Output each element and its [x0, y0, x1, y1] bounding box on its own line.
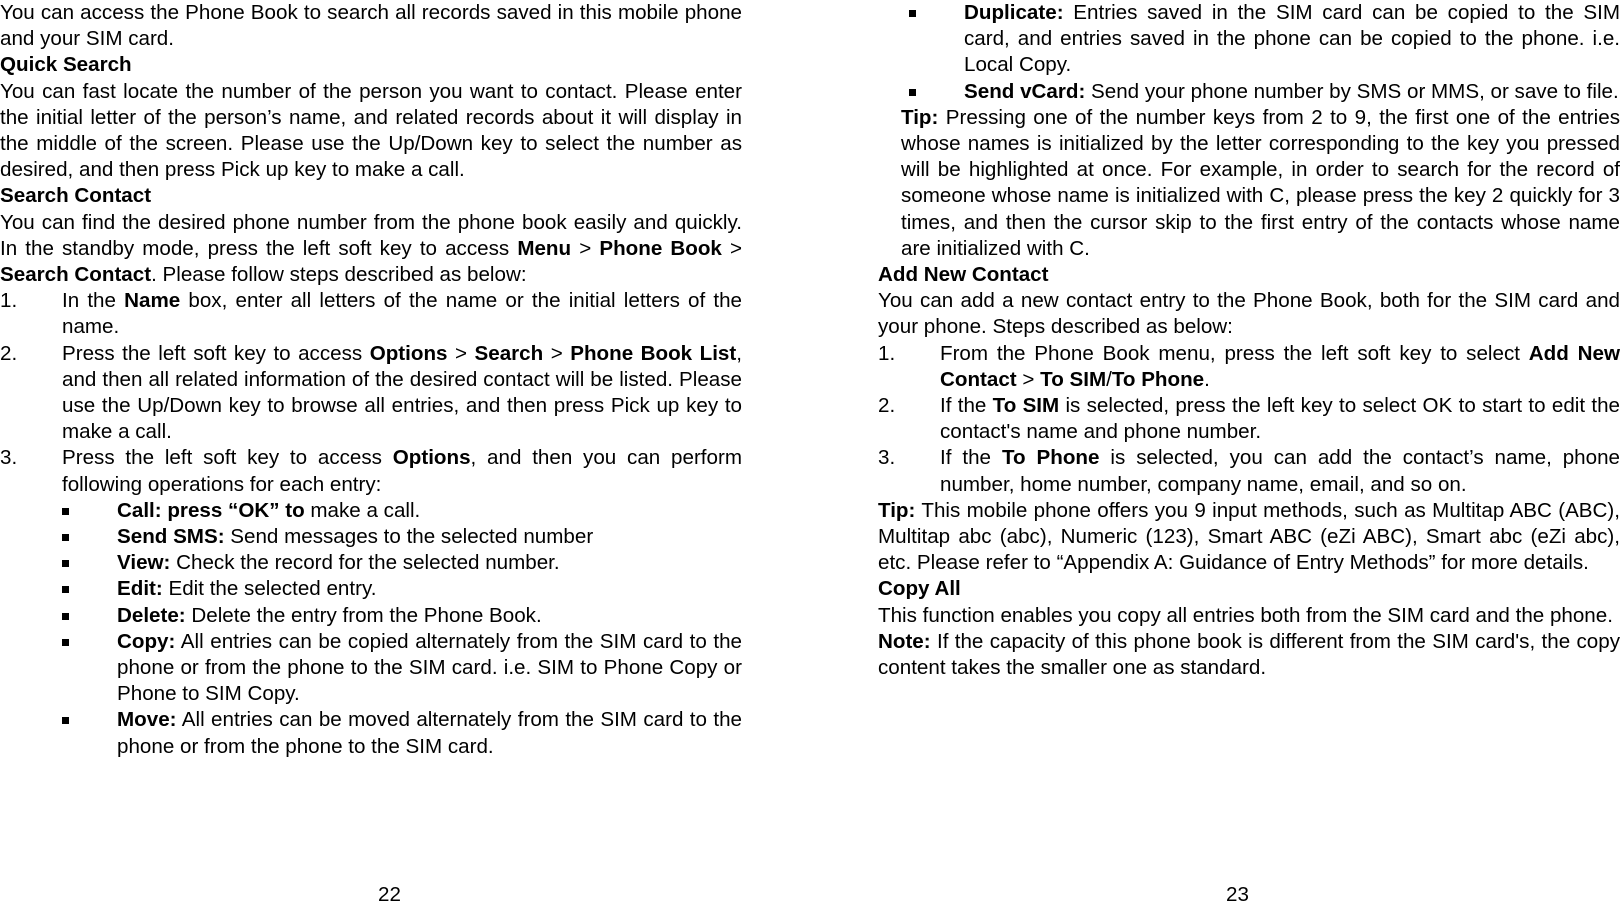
entry-operations-list — [0, 498, 742, 760]
list-item: Duplicate: Entries saved in the SIM card can be copied to the SIM card, and entries saved in the phone can be copied to the phone. i.e. Local Copy. — [909, 0, 1620, 79]
tip-paragraph: Tip: Pressing one of the number keys from 2 to 9, the first one of the entries whose names is initialized by the letter corresponding to the key you pressed will be highlighted at once. For example, in order to search for the record of someone whose name is initialized with C, please press the key 2 quickly for 3 times, and then the cursor skip to the first entry of the contacts whose name are initialized with C. — [901, 105, 1620, 260]
page-number: 22 — [378, 883, 401, 906]
tip-paragraph: Tip: This mobile phone offers you 9 input methods, such as Multitap ABC (ABC), Multitap abc (abc), Numeric (123), Smart ABC (eZi ABC), Smart abc (eZi abc), etc. Please refer to “Appendix A: Guidance of Entry Methods” for more details. — [878, 498, 1620, 575]
note-label: Note: — [878, 629, 931, 653]
add-new-contact-heading: Add New Contact — [878, 263, 1049, 287]
bullet-icon — [62, 524, 117, 550]
intro-paragraph: You can access the Phone Book to search all records saved in this mobile phone and your SIM card. — [0, 1, 742, 51]
bullet-icon — [62, 629, 117, 708]
left-column — [0, 0, 742, 760]
add-new-contact-body: You can add a new contact entry to the Phone Book, both for the SIM card and your phone. Steps described as below: — [878, 289, 1620, 339]
bullet-icon — [62, 550, 117, 576]
search-contact-heading: Search Contact — [0, 184, 152, 208]
quick-search-body: You can fast locate the number of the person you want to contact. Please enter the initial letter of the person’s name, and related records about it will display in the middle of the screen. Please use the Up/Down key to select the number as desired, and then press Pick up key to make a call. — [0, 79, 742, 182]
copy-all-heading: Copy All — [878, 577, 961, 601]
note-paragraph: Note: If the capacity of this phone book is different from the SIM card's, the copy content takes the smaller one as standard. — [878, 629, 1620, 680]
tip-label: Tip: — [878, 498, 916, 522]
list-item: View: Check the record for the selected number. — [62, 550, 742, 576]
list-item: Send vCard: Send your phone number by SMS or MMS, or save to file. — [909, 79, 1620, 105]
step-item: 2. Press the left soft key to access Options > Search > Phone Book List, and then all related information of the desired contact will be listed. Please use the Up/Down key to browse all entries, and then press Pick up key to make a call. — [0, 341, 742, 444]
phone-book-label: Phone Book — [599, 236, 722, 260]
step-item: 3. Press the left soft key to access Options, and then you can perform following operations for each entry: — [0, 446, 742, 496]
search-contact-label: Search Contact — [0, 263, 152, 287]
list-item: Delete: Delete the entry from the Phone Book. — [62, 603, 742, 629]
list-item: Edit: Edit the selected entry. — [62, 576, 742, 602]
list-item: Call: press “OK” to make a call. — [62, 498, 742, 524]
step-item: 2. If the To SIM is selected, press the left key to select OK to start to edit the contact's name and phone number. — [878, 394, 1620, 444]
bullet-icon — [62, 603, 117, 629]
search-contact-body: You can find the desired phone number from the phone book easily and quickly. In the standby mode, press the left soft key to access Menu > Phone Book > Search Contact. Please follow steps described as below: — [0, 210, 743, 287]
step-item: 3. If the To Phone is selected, you can add the contact’s name, phone number, home number, company name, email, and so on. — [878, 446, 1620, 496]
bullet-icon — [62, 707, 117, 759]
bullet-icon — [62, 498, 117, 524]
step-item: 1. From the Phone Book menu, press the left soft key to select Add New Contact > To SIM/To Phone. — [878, 341, 1620, 391]
bullet-icon — [909, 79, 964, 105]
list-item: Move: All entries can be moved alternately from the SIM card to the phone or from the phone to the SIM card. — [62, 707, 742, 759]
list-item: Send SMS: Send messages to the selected number — [62, 524, 742, 550]
bullet-icon — [62, 576, 117, 602]
entry-operations-list-continued — [878, 0, 1620, 105]
step-item: 1. In the Name box, enter all letters of the name or the initial letters of the name. — [0, 289, 743, 339]
quick-search-heading: Quick Search — [0, 53, 132, 77]
copy-all-body: This function enables you copy all entries both from the SIM card and the phone. — [878, 603, 1613, 627]
menu-label: Menu — [517, 236, 572, 260]
list-item: Copy: All entries can be copied alternately from the SIM card to the phone or from the phone to the SIM card. i.e. SIM to Phone Copy or Phone to SIM Copy. — [62, 629, 742, 708]
tip-label: Tip: — [901, 105, 939, 129]
right-column — [878, 0, 1620, 681]
bullet-icon — [909, 0, 964, 79]
page-number: 23 — [1226, 883, 1249, 906]
